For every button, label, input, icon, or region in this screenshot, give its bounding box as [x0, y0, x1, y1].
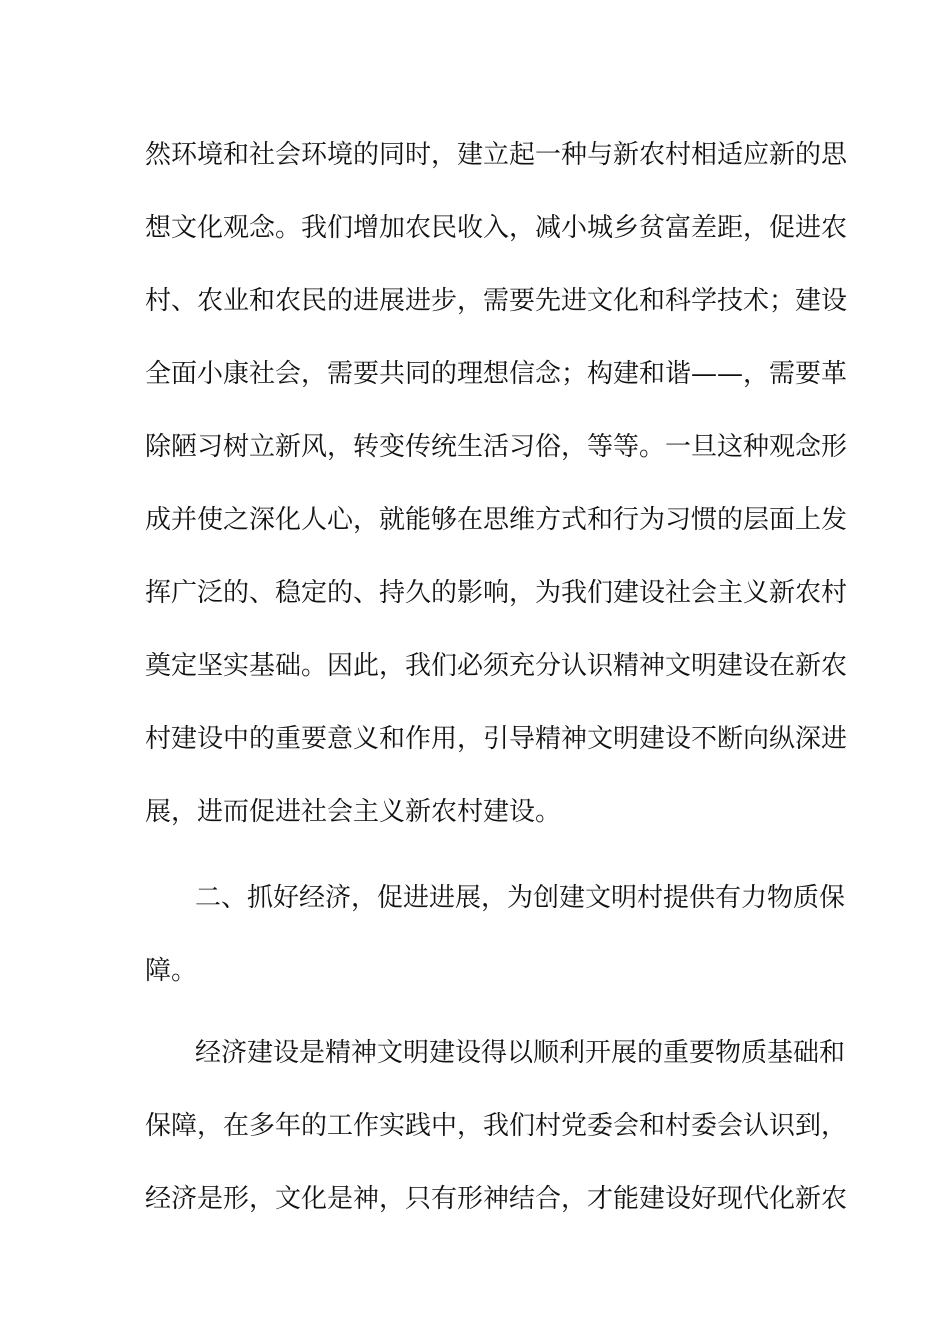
body-text-line: 奠定坚实基础。因此，我们必须充分认识精神文明建设在新农: [145, 651, 848, 681]
body-text-line: 保障，在多年的工作实践中，我们村党委会和村委会认识到，: [145, 1111, 848, 1141]
body-text-line: 除陋习树立新风，转变传统生活习俗，等等。一旦这种观念形: [145, 432, 848, 462]
section-heading-line: 二、抓好经济，促进进展，为创建文明村提供有力物质保: [195, 883, 846, 913]
body-text-line: 挥广泛的、稳定的、持久的影响，为我们建设社会主义新农村: [145, 578, 848, 608]
body-text-line: 想文化观念。我们增加农民收入，减小城乡贫富差距，促进农: [145, 213, 848, 243]
body-text-line: 村建设中的重要意义和作用，引导精神文明建设不断向纵深进: [145, 724, 848, 754]
section-heading-line: 障。: [145, 956, 198, 986]
body-text-line: 村、农业和农民的进展进步，需要先进文化和科学技术；建设: [145, 286, 848, 316]
body-text-line: 全面小康社会，需要共同的理想信念；构建和谐——，需要革: [145, 359, 848, 389]
body-text-line: 展，进而促进社会主义新农村建设。: [145, 797, 562, 827]
body-text-line: 然环境和社会环境的同时，建立起一种与新农村相适应新的思: [145, 140, 848, 170]
body-text-line: 经济是形，文化是神，只有形神结合，才能建设好现代化新农: [145, 1184, 848, 1214]
body-text-line: 成并使之深化人心，就能够在思维方式和行为习惯的层面上发: [145, 505, 848, 535]
body-text-line: 经济建设是精神文明建设得以顺利开展的重要物质基础和: [195, 1038, 846, 1068]
